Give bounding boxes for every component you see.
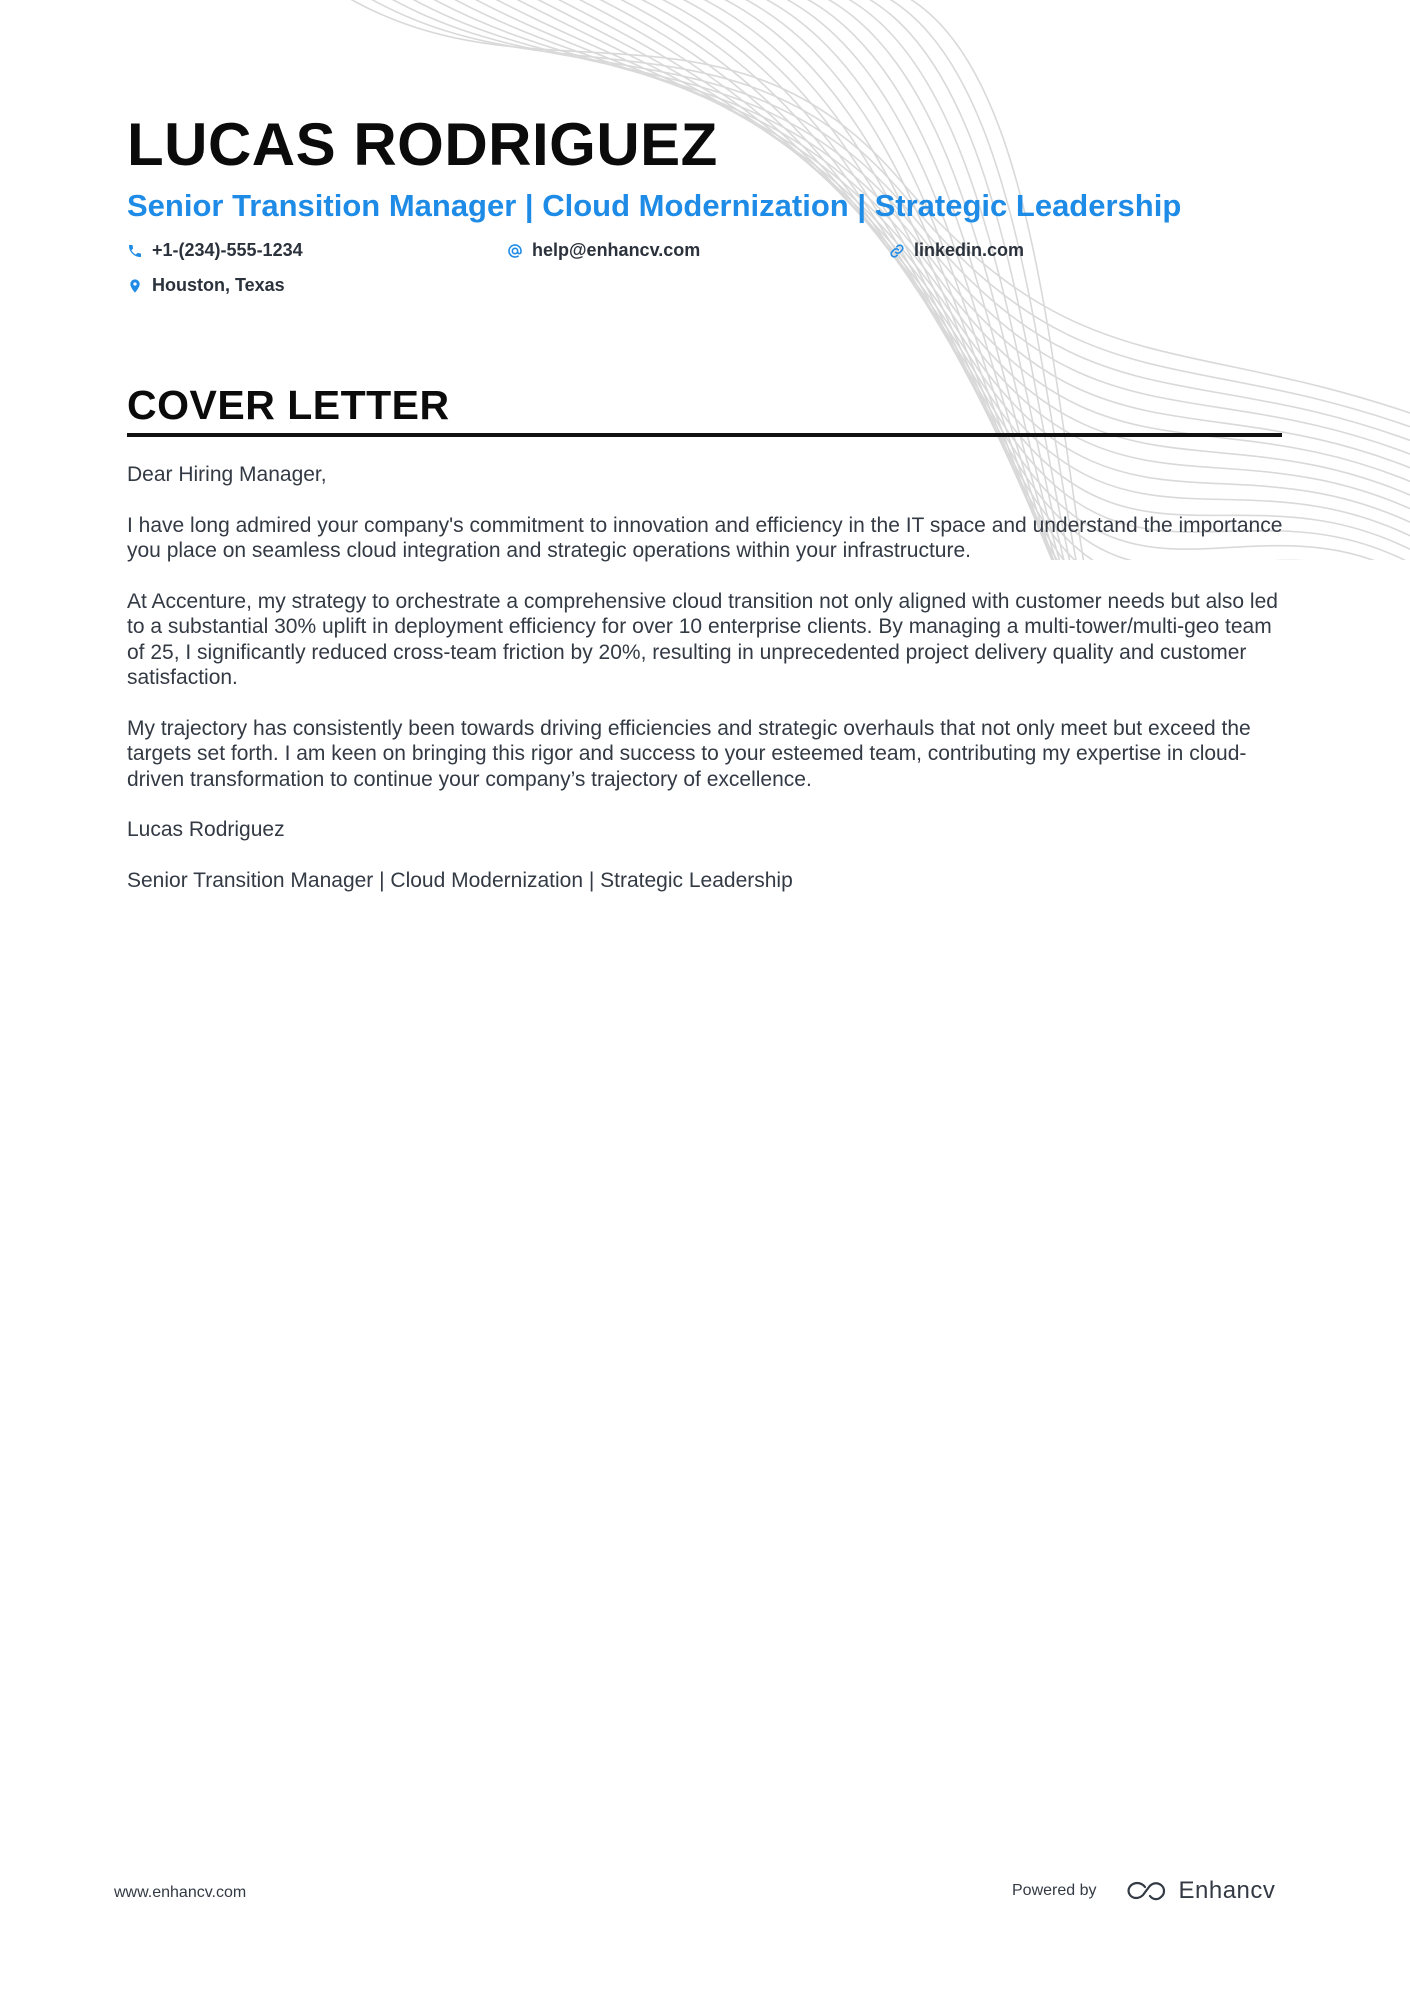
location-text: Houston, Texas [152, 275, 285, 295]
contact-email[interactable] [507, 240, 700, 261]
signature-name: Lucas Rodriguez [127, 818, 285, 841]
contact-location [127, 275, 285, 296]
footer-website[interactable]: www.enhancv.com [114, 1884, 247, 1901]
candidate-name: LUCAS RODRIGUEZ [127, 111, 718, 178]
at-sign-icon [507, 243, 523, 259]
enhancv-logo[interactable] [1125, 1877, 1276, 1905]
powered-by-label: Powered by [1012, 1882, 1097, 1899]
enhancv-logo-icon [1125, 1879, 1171, 1903]
letter-paragraph: My trajectory has consistently been towards driving efficiencies and strategic overhauls that not only meet but exceed the targets set forth. I am keen on bringing this rigor and success to your esteemed team, contributing my expertise in cloud-driven transformation to continue your company’s trajectory of excellence. [127, 716, 1251, 791]
candidate-headline: Senior Transition Manager | Cloud Modernization | Strategic Leadership [127, 188, 1182, 223]
letter-paragraph: I have long admired your company's commitment to innovation and efficiency in the IT space and understand the importance you place on seamless cloud integration and strategic operations within your infrastructure. [127, 513, 1283, 562]
footer-branding [1012, 1877, 1275, 1905]
link-icon [889, 243, 905, 259]
section-title-cover-letter: COVER LETTER [127, 382, 1282, 437]
letter-greeting: Dear Hiring Manager, [127, 463, 327, 486]
phone-icon [127, 243, 143, 259]
wave-line [480, 0, 1410, 532]
signature-title: Senior Transition Manager | Cloud Modernization | Strategic Leadership [127, 868, 793, 892]
contact-linkedin[interactable] [889, 240, 1024, 261]
contact-phone [127, 240, 303, 261]
letter-paragraph: At Accenture, my strategy to orchestrate a comprehensive cloud transition not only aligned with customer needs but also led to a substantial 30% uplift in deployment efficiency for over 10 enterprise clients. By managing a multi-tower/multi-geo team of 25, I significantly reduced cross-team friction by 20%, resulting in unprecedented project delivery quality and customer satisfaction. [127, 589, 1278, 689]
linkedin-link[interactable]: linkedin.com [914, 240, 1025, 260]
letter-body [127, 462, 1287, 918]
email-link[interactable]: help@enhancv.com [532, 240, 701, 260]
wave-line [360, 0, 1410, 448]
enhancv-brand-name: Enhancv [1178, 1877, 1276, 1904]
location-pin-icon [127, 278, 143, 294]
phone-text: +1-(234)-555-1234 [152, 240, 303, 260]
